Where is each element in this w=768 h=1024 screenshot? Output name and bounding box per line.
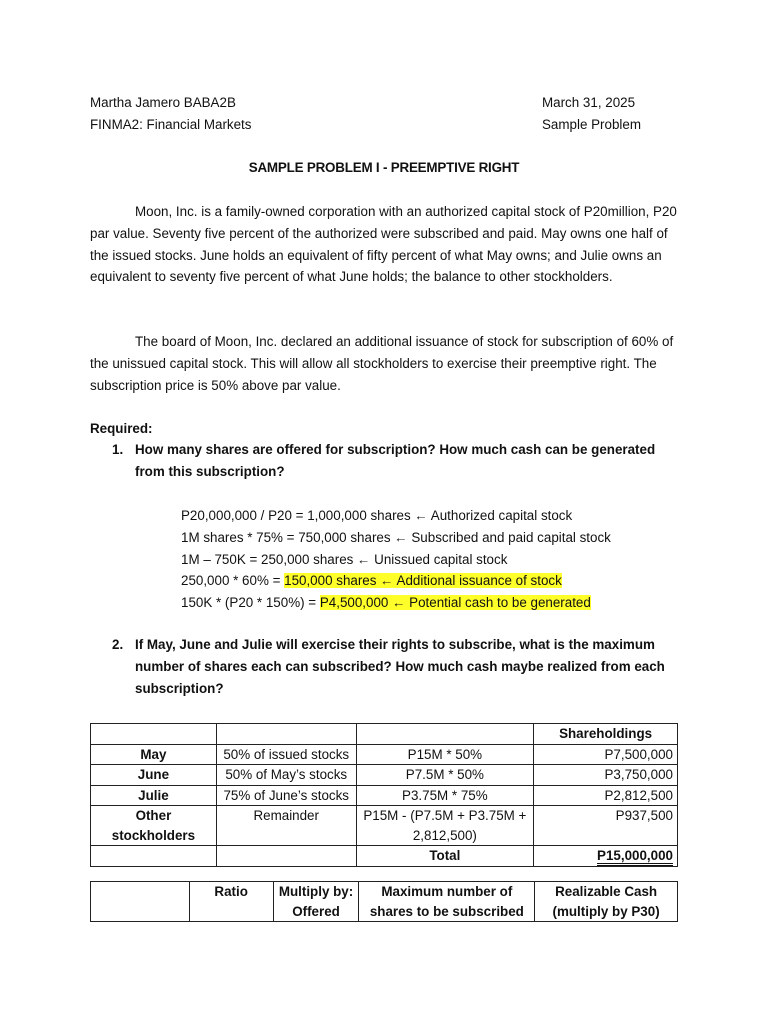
date-line: March 31, 2025	[542, 95, 636, 110]
table-row	[91, 744, 678, 765]
paragraph-2	[90, 331, 680, 396]
table-header-row	[91, 724, 678, 745]
table-cell: 50% of May’s stocks	[216, 765, 356, 786]
question-text: If May, June and Julie will exercise their rights to subscribe, what is the maximum number of shares each can subscribed? How much cash maybe realized from each subscription?	[135, 637, 665, 696]
calc-text: P20,000,000 / P20 = 1,000,000 shares ← Authorized capital stock	[181, 508, 573, 523]
calc-line	[181, 527, 611, 549]
table-header-row	[91, 882, 678, 922]
total-label: Total	[356, 846, 534, 867]
column-header: Ratio	[189, 882, 273, 922]
subscription-table	[90, 881, 678, 922]
calc-text: 250,000 * 60% =	[181, 573, 285, 589]
total-row	[91, 846, 678, 867]
question-text: How many shares are offered for subscription? How much cash can be generated from this subscription?	[135, 442, 656, 479]
total-cell	[534, 846, 678, 867]
table-cell: P3,750,000	[534, 765, 678, 786]
course-line: FINMA2: Financial Markets	[90, 116, 252, 132]
shareholdings-table	[90, 723, 678, 867]
header-left	[90, 92, 251, 136]
table-row	[91, 785, 678, 806]
table-cell	[91, 846, 217, 867]
calculation-block	[181, 505, 611, 614]
calc-text: 150K * (P20 * 150%) =	[181, 595, 320, 611]
column-header: Realizable Cash (multiply by P30)	[535, 882, 678, 922]
calc-line	[181, 549, 611, 571]
paragraph-1	[90, 201, 680, 288]
required-label: Required:	[90, 421, 153, 436]
calc-text: 1M shares * 75% = 750,000 shares ← Subscribed and paid capital stock	[181, 529, 611, 545]
row-label: Other stockholders	[91, 806, 217, 846]
highlighted-result: 150,000 shares ← Additional issuance of stock	[284, 573, 562, 589]
table-row	[91, 765, 678, 786]
column-header	[91, 882, 190, 922]
table-cell	[216, 846, 356, 867]
column-header: Maximum number of shares to be subscribed	[359, 882, 535, 922]
table-cell	[356, 724, 534, 745]
table-row	[91, 806, 678, 846]
table-cell: P2,812,500	[534, 785, 678, 806]
question-number: 1.	[112, 442, 124, 457]
table-cell: P937,500	[534, 806, 678, 846]
column-header: Multiply by: Offered	[273, 882, 359, 922]
row-label: Julie	[91, 785, 217, 806]
table-cell: Remainder	[216, 806, 356, 846]
column-header: Shareholdings	[534, 724, 678, 745]
doc-type-line: Sample Problem	[542, 116, 641, 132]
table-cell: 50% of issued stocks	[216, 744, 356, 765]
calc-line	[181, 592, 611, 614]
calc-text: 1M – 750K = 250,000 shares ← Unissued capital stock	[181, 551, 508, 567]
table-cell: P3.75M * 75%	[356, 785, 534, 806]
table-cell: P15M - (P7.5M + P3.75M + 2,812,500)	[356, 806, 534, 846]
table-cell: P15M * 50%	[356, 744, 534, 765]
highlighted-result: P4,500,000 ← Potential cash to be generated	[319, 595, 591, 611]
calc-line	[181, 570, 611, 592]
table-cell	[91, 724, 217, 745]
document-title: SAMPLE PROBLEM I - PREEMPTIVE RIGHT	[248, 160, 520, 175]
table-cell: P7,500,000	[534, 744, 678, 765]
total-amount: P15,000,000	[597, 848, 673, 866]
question-number: 2.	[112, 637, 124, 652]
paragraph-text: Moon, Inc. is a family-owned corporation with an authorized capital stock of P20million, P20 par value. Seventy five percent of the authorized were subscribed and paid. May owns one half of the issued stocks. June holds an equivalent of fifty percent of what May owns; and Julie owns an equivalent to seventy five percent of what June holds; the balance to other stockholders.	[90, 204, 677, 285]
author-line: Martha Jamero BABA2B	[90, 95, 236, 110]
row-label: May	[91, 744, 217, 765]
paragraph-text: The board of Moon, Inc. declared an additional issuance of stock for subscription of 60% of the unissued capital stock. This will allow all stockholders to exercise their preemptive right. The subscription price is 50% above par value.	[90, 334, 674, 393]
header-right	[542, 92, 641, 136]
table-cell: 75% of June’s stocks	[216, 785, 356, 806]
table-cell	[216, 724, 356, 745]
row-label: June	[91, 765, 217, 786]
table-cell: P7.5M * 50%	[356, 765, 534, 786]
calc-line	[181, 505, 611, 527]
